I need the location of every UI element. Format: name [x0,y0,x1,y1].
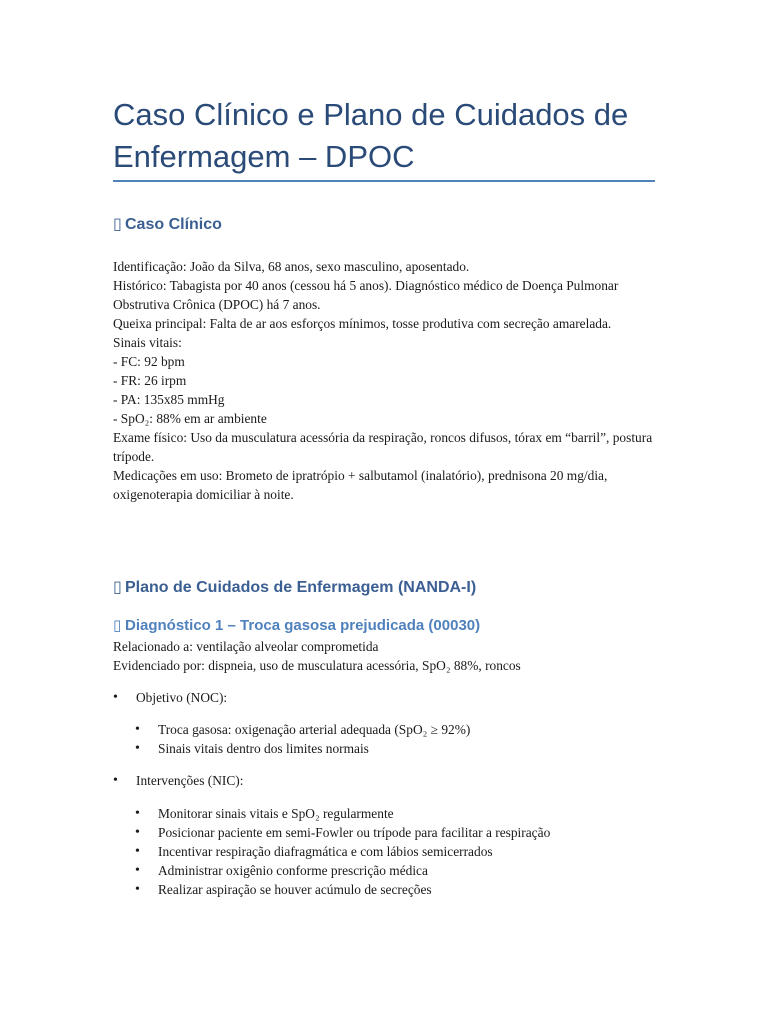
missing-glyph-icon: ▯ [113,216,122,233]
diagnosis-1-body [113,637,658,675]
case-line: Sinais vitais: [113,335,182,350]
objective-list [113,688,658,707]
diagnosis-1-heading [113,616,480,634]
objectives-list [135,720,680,758]
diagnosis-1-heading-text: Diagnóstico 1 – Troca gasosa prejudicada (00030) [125,617,481,634]
list-item: • Sinais vitais dentro dos limites normais [135,739,680,758]
case-section-heading [113,214,222,234]
case-body [113,257,658,504]
case-line: - FC: 92 bpm [113,354,185,369]
evidenced-by: Evidenciado por: dispneia, uso de musculatura acessória, SpO₂ 88%, roncos [113,658,521,673]
case-line: Identificação: João da Silva, 68 anos, sexo masculino, aposentado. [113,259,470,274]
list-item: • Posicionar paciente em semi-Fowler ou trípode para facilitar a respiração [135,823,680,842]
case-line: Medicações em uso: Brometo de ipratrópio + salbutamol (inalatório), prednisona 20 mg/dia, oxigenoterapia domiciliar à noite. [113,468,608,502]
list-item: • Realizar aspiração se houver acúmulo de secreções [135,880,680,899]
document-title: Caso Clínico e Plano de Cuidados de Enfermagem – DPOC [113,97,629,174]
care-plan-heading-text: Plano de Cuidados de Enfermagem (NANDA-I) [125,579,477,596]
case-line: - SpO₂: 88% em ar ambiente [113,411,267,426]
list-item: • Administrar oxigênio conforme prescrição médica [135,861,680,880]
list-item: • Monitorar sinais vitais e SpO₂ regularmente [135,804,680,823]
case-line: - FR: 26 irpm [113,373,187,388]
care-plan-heading [113,577,476,597]
title-divider [113,180,655,182]
interventions-list [113,771,658,790]
case-line: - PA: 135x85 mmHg [113,392,225,407]
case-line: Queixa principal: Falta de ar aos esforços mínimos, tosse produtiva com secreção amarelada. [113,316,612,331]
case-heading-text: Caso Clínico [125,216,222,233]
case-line: Exame físico: Uso da musculatura acessória da respiração, roncos difusos, tórax em “barril”, postura trípode. [113,430,653,464]
list-item: • Incentivar respiração diafragmática e com lábios semicerrados [135,842,680,861]
interventions-label: • Intervenções (NIC): [113,771,658,790]
case-line: Histórico: Tabagista por 40 anos (cessou há 5 anos). Diagnóstico médico de Doença Pulmonar Obstrutiva Crônica (DPOC) há 7 anos. [113,278,619,312]
objective-label: • Objetivo (NOC): [113,688,658,707]
missing-glyph-icon: ▯ [113,617,122,634]
related-to: Relacionado a: ventilação alveolar comprometida [113,639,379,654]
list-item: • Troca gasosa: oxigenação arterial adequada (SpO₂ ≥ 92%) [135,720,680,739]
missing-glyph-icon: ▯ [113,579,122,596]
interventions-items [135,804,680,899]
